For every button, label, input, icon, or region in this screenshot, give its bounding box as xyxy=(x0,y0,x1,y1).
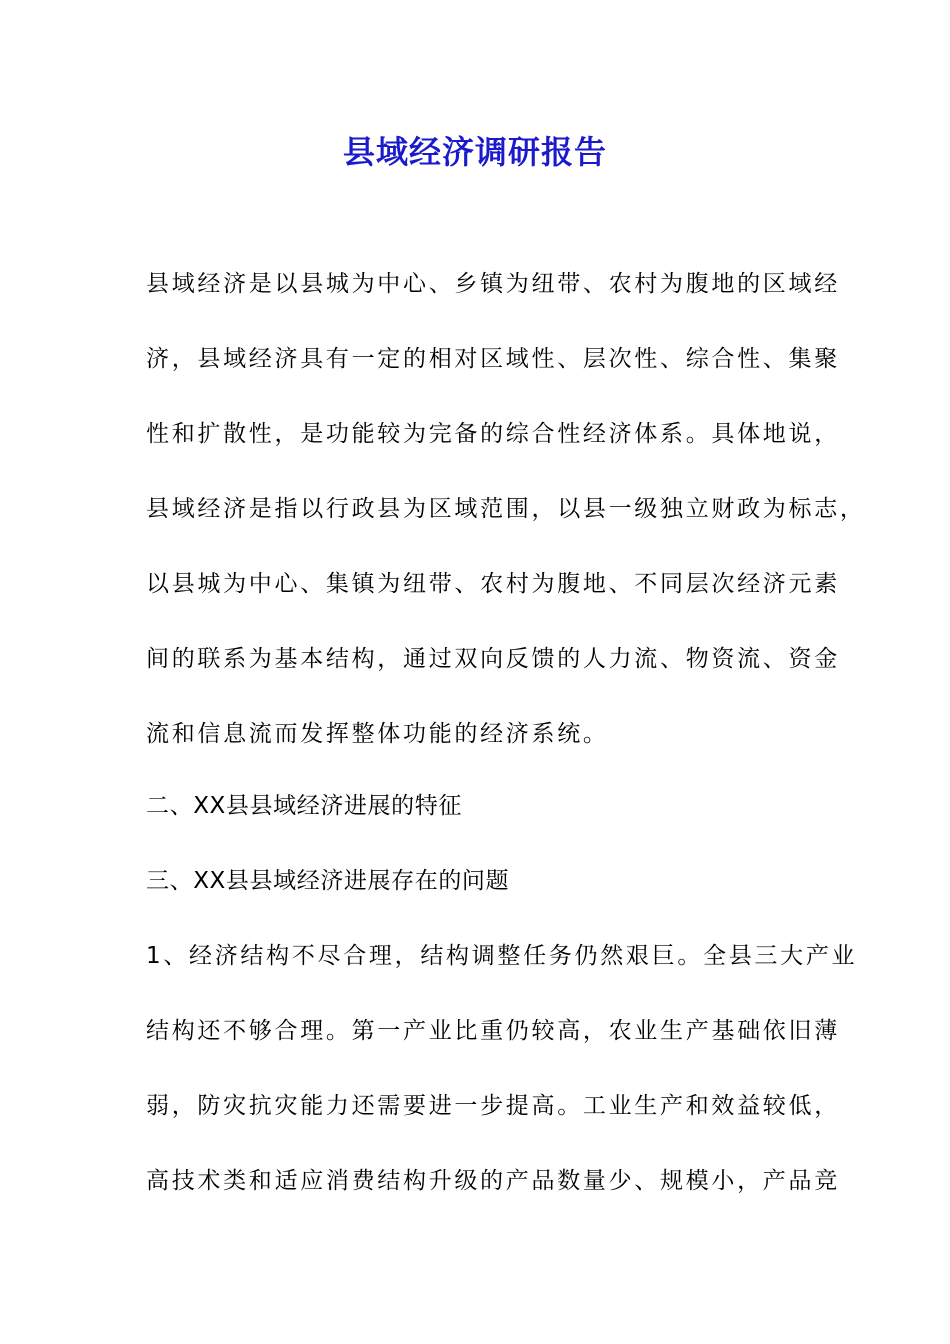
paragraph-line: 性和扩散性，是功能较为完备的综合性经济体系。具体地说， xyxy=(146,421,840,447)
document-title: 县域经济调研报告 xyxy=(342,133,607,171)
paragraph-line: 1、经济结构不尽合理，结构调整任务仍然艰巨。全县三大产业 xyxy=(146,943,858,969)
paragraph-line: 济，县域经济具有一定的相对区域性、层次性、综合性、集聚 xyxy=(146,346,840,372)
section-heading: 二、XX县县域经济进展的特征 xyxy=(146,793,462,819)
paragraph-line: 间的联系为基本结构，通过双向反馈的人力流、物资流、资金 xyxy=(146,646,840,672)
paragraph-line: 结构还不够合理。第一产业比重仍较高，农业生产基础依旧薄 xyxy=(146,1018,840,1044)
paragraph-line: 高技术类和适应消费结构升级的产品数量少、规模小，产品竞 xyxy=(146,1168,840,1194)
paragraph-line: 县域经济是以县城为中心、乡镇为纽带、农村为腹地的区域经 xyxy=(146,271,840,297)
section-heading: 三、XX县县域经济进展存在的问题 xyxy=(146,868,510,894)
paragraph-line: 以县城为中心、集镇为纽带、农村为腹地、不同层次经济元素 xyxy=(146,571,840,597)
paragraph-line: 县域经济是指以行政县为区域范围，以县一级独立财政为标志， xyxy=(146,496,866,522)
paragraph-line: 弱，防灾抗灾能力还需要进一步提高。工业生产和效益较低， xyxy=(146,1093,840,1119)
paragraph-line: 流和信息流而发挥整体功能的经济系统。 xyxy=(146,721,609,747)
